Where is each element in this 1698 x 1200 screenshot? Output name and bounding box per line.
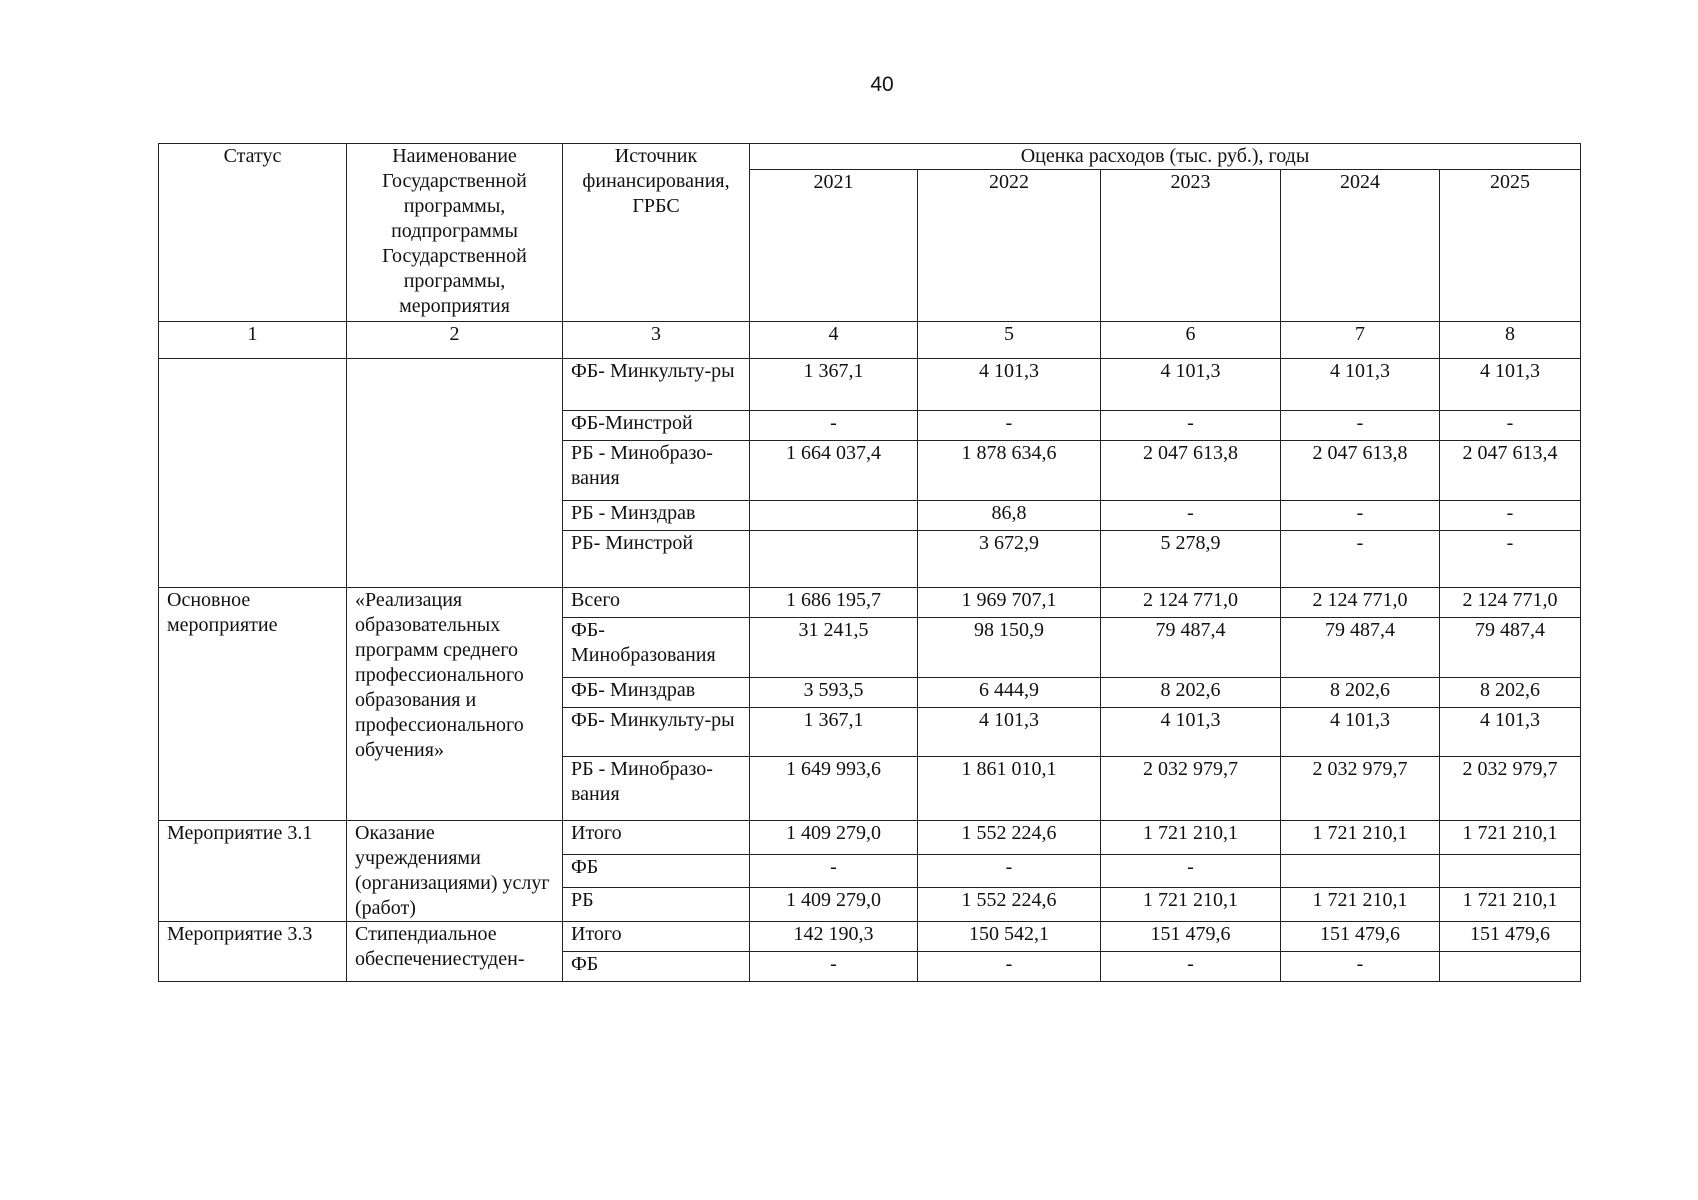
value-cell: - [1440,531,1581,588]
value-cell: 1 409 279,0 [750,821,918,855]
value-cell: 2 124 771,0 [1101,588,1281,618]
value-cell: 2 047 613,4 [1440,441,1581,501]
value-cell: 1 861 010,1 [918,757,1101,821]
value-cell: 79 487,4 [1101,618,1281,678]
column-number: 8 [1440,322,1581,359]
header-expenses: Оценка расходов (тыс. руб.), годы [750,144,1581,170]
value-cell: 142 190,3 [750,922,918,952]
column-number: 2 [347,322,563,359]
table-row [159,821,1581,855]
value-cell: 1 969 707,1 [918,588,1101,618]
value-cell: 86,8 [918,501,1101,531]
value-cell: 79 487,4 [1281,618,1440,678]
value-cell: 79 487,4 [1440,618,1581,678]
source-cell: ФБ- Минздрав [563,678,750,708]
column-number: 1 [159,322,347,359]
value-cell: 2 032 979,7 [1281,757,1440,821]
value-cell: 151 479,6 [1101,922,1281,952]
name-cell: Стипендиальное обеспечениестуден- [347,922,563,982]
column-number: 5 [918,322,1101,359]
header-source: Источник финансирования, ГРБС [563,144,750,322]
table-row [159,922,1581,952]
value-cell: 1 686 195,7 [750,588,918,618]
value-cell: - [1281,411,1440,441]
value-cell: 1 409 279,0 [750,888,918,922]
header-year: 2022 [918,170,1101,322]
value-cell: - [1101,411,1281,441]
value-cell: - [1440,411,1581,441]
table-row [159,359,1581,411]
budget-table [158,143,1581,982]
source-cell: РБ - Минобразо-вания [563,757,750,821]
value-cell: - [1101,501,1281,531]
value-cell: - [750,952,918,982]
table-body [159,359,1581,982]
column-number-row [159,322,1581,359]
value-cell: 1 721 210,1 [1281,888,1440,922]
value-cell: 4 101,3 [1101,359,1281,411]
value-cell: - [750,854,918,888]
value-cell: 4 101,3 [1440,359,1581,411]
value-cell: 3 672,9 [918,531,1101,588]
source-cell: ФБ- Минкульту-ры [563,708,750,757]
header-year: 2023 [1101,170,1281,322]
header-year: 2025 [1440,170,1581,322]
value-cell: 2 032 979,7 [1101,757,1281,821]
value-cell: 4 101,3 [918,708,1101,757]
value-cell: - [1281,952,1440,982]
value-cell: 31 241,5 [750,618,918,678]
source-cell: Всего [563,588,750,618]
value-cell [1440,952,1581,982]
value-cell: - [918,411,1101,441]
name-cell: «Реализация образовательных программ среднего профессионального образования и профессионального обучения» [347,588,563,821]
source-cell: РБ- Минстрой [563,531,750,588]
value-cell: 1 721 210,1 [1101,888,1281,922]
table-header [159,144,1581,359]
value-cell: 151 479,6 [1440,922,1581,952]
table-row [159,588,1581,618]
value-cell: 8 202,6 [1101,678,1281,708]
source-cell: ФБ-Минстрой [563,411,750,441]
value-cell [750,531,918,588]
header-status: Статус [159,144,347,322]
status-cell [159,359,347,588]
value-cell: 151 479,6 [1281,922,1440,952]
source-cell: РБ - Минздрав [563,501,750,531]
value-cell: 2 032 979,7 [1440,757,1581,821]
value-cell: 2 047 613,8 [1281,441,1440,501]
value-cell: 1 367,1 [750,708,918,757]
value-cell: 8 202,6 [1440,678,1581,708]
value-cell: - [750,411,918,441]
column-number: 4 [750,322,918,359]
value-cell: 4 101,3 [1440,708,1581,757]
value-cell: 5 278,9 [1101,531,1281,588]
value-cell: - [1281,531,1440,588]
value-cell: 4 101,3 [1281,359,1440,411]
source-cell: ФБ [563,952,750,982]
value-cell: 3 593,5 [750,678,918,708]
column-number: 6 [1101,322,1281,359]
status-cell: Мероприятие 3.3 [159,922,347,982]
source-cell: РБ [563,888,750,922]
source-cell: ФБ [563,854,750,888]
value-cell: 1 721 210,1 [1440,821,1581,855]
column-number: 3 [563,322,750,359]
source-cell: ФБ- Минкульту-ры [563,359,750,411]
value-cell: 2 047 613,8 [1101,441,1281,501]
value-cell: - [1281,501,1440,531]
source-cell: Итого [563,922,750,952]
status-cell: Мероприятие 3.1 [159,821,347,922]
value-cell: 1 664 037,4 [750,441,918,501]
value-cell: 1 721 210,1 [1281,821,1440,855]
value-cell: 2 124 771,0 [1440,588,1581,618]
source-cell: ФБ-Минобразования [563,618,750,678]
column-number: 7 [1281,322,1440,359]
value-cell: 4 101,3 [918,359,1101,411]
value-cell: 4 101,3 [1101,708,1281,757]
value-cell: 1 878 634,6 [918,441,1101,501]
value-cell: 1 649 993,6 [750,757,918,821]
value-cell: 1 721 210,1 [1440,888,1581,922]
value-cell: 6 444,9 [918,678,1101,708]
source-cell: РБ - Минобразо-вания [563,441,750,501]
value-cell: 98 150,9 [918,618,1101,678]
header-year: 2024 [1281,170,1440,322]
value-cell: 8 202,6 [1281,678,1440,708]
value-cell: - [1101,952,1281,982]
value-cell [1440,854,1581,888]
name-cell [347,359,563,588]
value-cell [1281,854,1440,888]
value-cell: - [918,952,1101,982]
value-cell: 2 124 771,0 [1281,588,1440,618]
value-cell: - [1101,854,1281,888]
value-cell: - [1440,501,1581,531]
value-cell: 1 552 224,6 [918,821,1101,855]
name-cell: Оказание учреждениями (организациями) услуг (работ) [347,821,563,922]
source-cell: Итого [563,821,750,855]
header-year: 2021 [750,170,918,322]
value-cell: 1 367,1 [750,359,918,411]
page-number: 40 [870,73,894,96]
value-cell: 150 542,1 [918,922,1101,952]
value-cell: - [918,854,1101,888]
status-cell: Основное мероприятие [159,588,347,821]
value-cell: 4 101,3 [1281,708,1440,757]
value-cell: 1 721 210,1 [1101,821,1281,855]
value-cell [750,501,918,531]
header-name: Наименование Государственной программы, подпрограммы Государственной программы, мероприятия [347,144,563,322]
value-cell: 1 552 224,6 [918,888,1101,922]
